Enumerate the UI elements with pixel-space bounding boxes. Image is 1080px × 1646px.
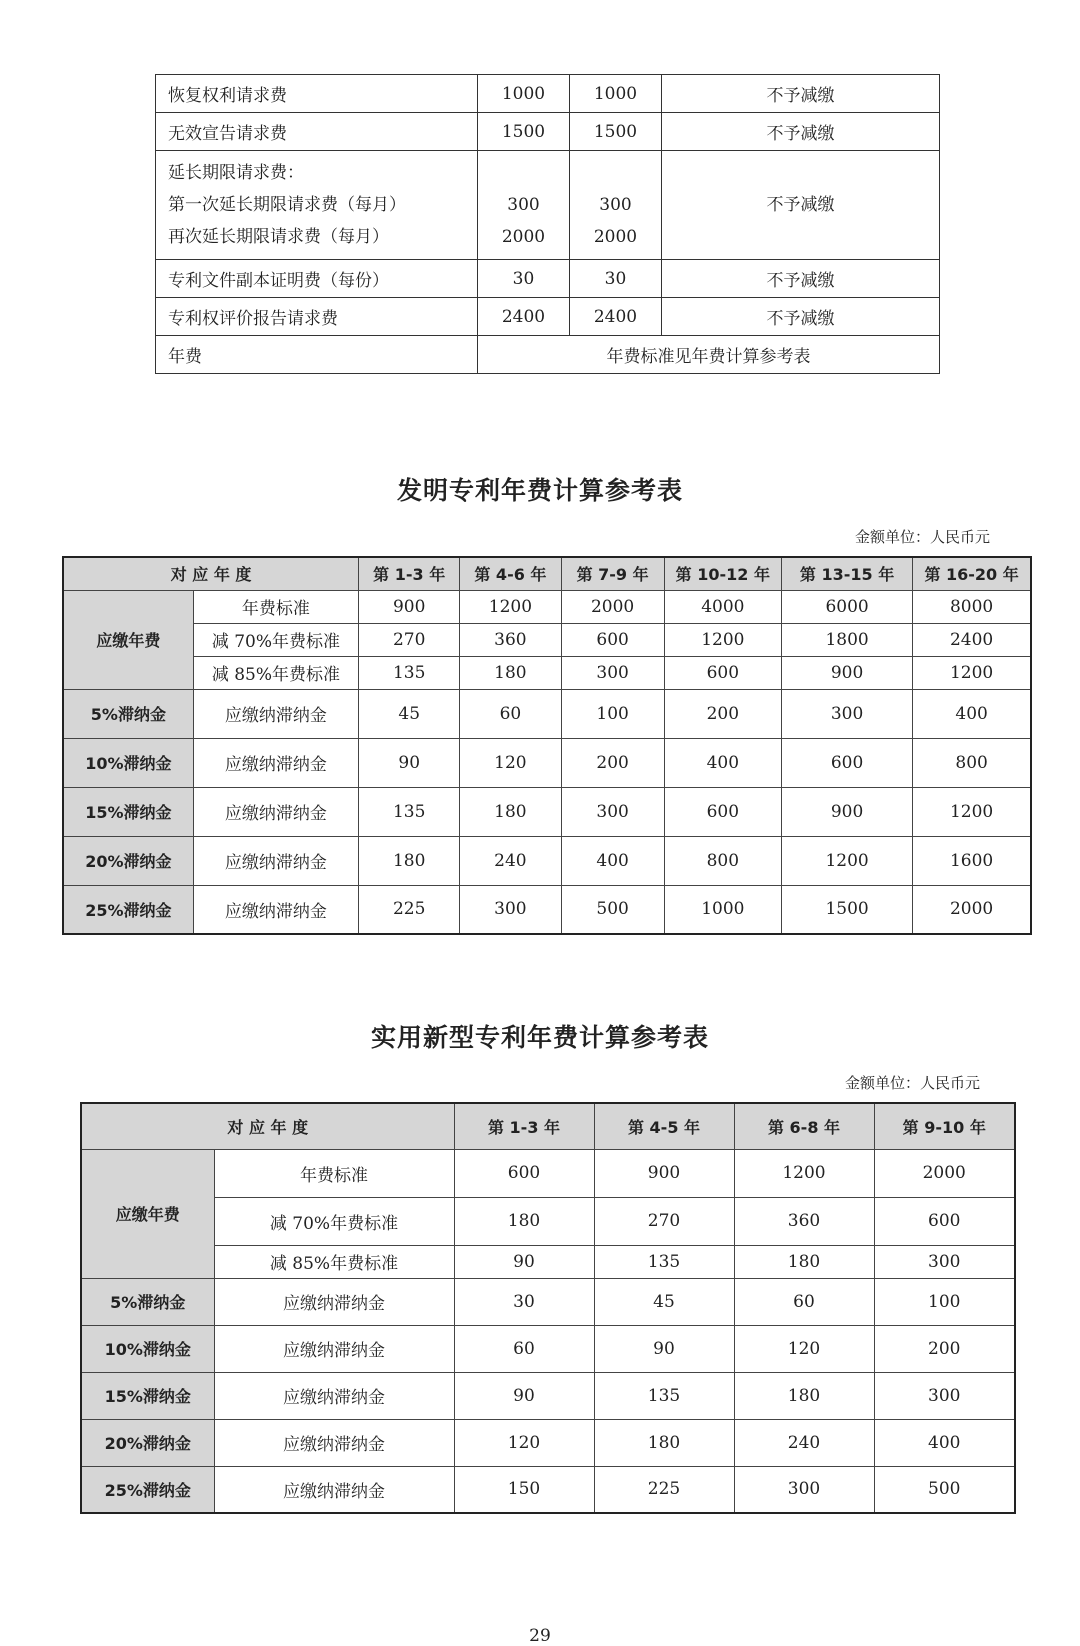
fee-amount-again: 2000 xyxy=(501,227,546,247)
row-label: 应缴纳滞纳金 xyxy=(193,885,358,934)
table-row xyxy=(63,787,1031,836)
table-cell: 270 xyxy=(594,1197,734,1245)
table-cell: 800 xyxy=(664,836,781,885)
fee-item-sub: 第一次延长期限请求费（每月） xyxy=(168,195,406,215)
table-cell: 300 xyxy=(460,885,561,934)
table-cell: 240 xyxy=(734,1419,874,1466)
fee-item-name: 恢复权利请求费 xyxy=(156,75,478,113)
table-cell: 135 xyxy=(359,656,460,689)
table-cell: 1600 xyxy=(913,836,1031,885)
fee-amount-first: 300 xyxy=(507,195,540,215)
table-cell: 500 xyxy=(874,1466,1015,1513)
page-number: 29 xyxy=(529,1626,551,1646)
column-header: 第 9-10 年 xyxy=(874,1103,1015,1149)
table-row xyxy=(81,1278,1015,1325)
table-cell: 400 xyxy=(874,1419,1015,1466)
table-cell: 90 xyxy=(454,1372,594,1419)
table-cell: 1200 xyxy=(664,623,781,656)
fee-amount-again: 2000 xyxy=(593,227,638,247)
table-cell: 45 xyxy=(594,1278,734,1325)
table-cell: 180 xyxy=(454,1197,594,1245)
fee-amount: 1000 xyxy=(478,75,570,113)
row-label: 应缴纳滞纳金 xyxy=(214,1419,454,1466)
table-cell: 8000 xyxy=(913,590,1031,623)
table-cell: 100 xyxy=(561,689,664,738)
column-header: 对 应 年 度 xyxy=(63,557,359,590)
table-row xyxy=(81,1372,1015,1419)
table-row xyxy=(81,1325,1015,1372)
table-cell: 30 xyxy=(454,1278,594,1325)
table-cell: 300 xyxy=(781,689,912,738)
table-cell: 200 xyxy=(561,738,664,787)
fee-table xyxy=(155,74,940,374)
table-cell: 45 xyxy=(359,689,460,738)
row-group-label: 15%滞纳金 xyxy=(63,787,193,836)
table-row xyxy=(63,689,1031,738)
column-header: 第 1-3 年 xyxy=(359,557,460,590)
row-group-label: 10%滞纳金 xyxy=(81,1325,214,1372)
table-row xyxy=(63,623,1031,656)
table-row xyxy=(156,75,940,113)
fee-reduction: 不予减缴 xyxy=(662,260,940,298)
table-cell: 1000 xyxy=(664,885,781,934)
row-group-label: 应缴年费 xyxy=(63,590,193,689)
row-label: 减 70%年费标准 xyxy=(193,623,358,656)
row-group-label: 15%滞纳金 xyxy=(81,1372,214,1419)
fee-reduction: 不予减缴 xyxy=(662,75,940,113)
row-label: 应缴纳滞纳金 xyxy=(193,689,358,738)
row-label: 应缴纳滞纳金 xyxy=(214,1372,454,1419)
table-cell: 300 xyxy=(561,656,664,689)
table-cell: 400 xyxy=(561,836,664,885)
row-label: 减 85%年费标准 xyxy=(214,1245,454,1278)
table-cell: 100 xyxy=(874,1278,1015,1325)
row-label: 应缴纳滞纳金 xyxy=(193,787,358,836)
fee-reduction: 不予减缴 xyxy=(662,113,940,151)
table-cell: 2000 xyxy=(561,590,664,623)
table-cell: 1200 xyxy=(781,836,912,885)
row-label: 年费标准 xyxy=(214,1149,454,1197)
table-cell: 800 xyxy=(913,738,1031,787)
table-cell: 60 xyxy=(460,689,561,738)
table-cell: 180 xyxy=(734,1372,874,1419)
table-cell: 300 xyxy=(874,1372,1015,1419)
table-row xyxy=(63,836,1031,885)
table-cell: 135 xyxy=(594,1245,734,1278)
invention-table-title: 发明专利年费计算参考表 xyxy=(396,476,683,505)
table-row xyxy=(81,1419,1015,1466)
row-group-label: 25%滞纳金 xyxy=(63,885,193,934)
fee-reduction xyxy=(662,151,940,260)
table-cell: 1200 xyxy=(734,1149,874,1197)
table-cell: 270 xyxy=(359,623,460,656)
table-cell: 4000 xyxy=(664,590,781,623)
table-cell: 600 xyxy=(664,656,781,689)
table-cell: 180 xyxy=(594,1419,734,1466)
table-cell: 180 xyxy=(734,1245,874,1278)
utility-table-title: 实用新型专利年费计算参考表 xyxy=(370,1023,709,1052)
table-row xyxy=(156,151,940,260)
row-group-label: 25%滞纳金 xyxy=(81,1466,214,1513)
table-cell: 900 xyxy=(359,590,460,623)
table-cell: 90 xyxy=(359,738,460,787)
table-cell: 360 xyxy=(734,1197,874,1245)
fee-amount: 1500 xyxy=(570,113,662,151)
fee-item-name: 专利权评价报告请求费 xyxy=(156,298,478,336)
table-cell: 1200 xyxy=(460,590,561,623)
column-header: 第 6-8 年 xyxy=(734,1103,874,1149)
row-label: 应缴纳滞纳金 xyxy=(214,1466,454,1513)
fee-amount: 2400 xyxy=(478,298,570,336)
table-cell: 500 xyxy=(561,885,664,934)
table-row xyxy=(63,590,1031,623)
fee-note: 年费标准见年费计算参考表 xyxy=(478,336,940,374)
row-label: 应缴纳滞纳金 xyxy=(214,1278,454,1325)
table-cell: 120 xyxy=(734,1325,874,1372)
row-label: 应缴纳滞纳金 xyxy=(193,738,358,787)
table-cell: 180 xyxy=(359,836,460,885)
column-header: 第 4-6 年 xyxy=(460,557,561,590)
column-header: 第 1-3 年 xyxy=(454,1103,594,1149)
table-cell: 2000 xyxy=(874,1149,1015,1197)
table-cell: 400 xyxy=(664,738,781,787)
table-row xyxy=(81,1149,1015,1197)
row-group-label: 应缴年费 xyxy=(81,1149,214,1278)
column-header: 第 16-20 年 xyxy=(913,557,1031,590)
table-cell: 225 xyxy=(359,885,460,934)
table-cell: 135 xyxy=(594,1372,734,1419)
row-label: 减 85%年费标准 xyxy=(193,656,358,689)
utility-annual-fee-table xyxy=(80,1102,1016,1514)
table-cell: 2000 xyxy=(913,885,1031,934)
table-row xyxy=(63,885,1031,934)
fee-amount: 30 xyxy=(570,260,662,298)
table-row xyxy=(81,1245,1015,1278)
table-row xyxy=(63,738,1031,787)
table-cell: 600 xyxy=(664,787,781,836)
row-label: 减 70%年费标准 xyxy=(214,1197,454,1245)
table-cell: 400 xyxy=(913,689,1031,738)
table-cell: 600 xyxy=(454,1149,594,1197)
fee-amount: 1000 xyxy=(570,75,662,113)
table-row xyxy=(63,656,1031,689)
column-header: 第 7-9 年 xyxy=(561,557,664,590)
row-label: 年费标准 xyxy=(193,590,358,623)
table-cell: 900 xyxy=(781,656,912,689)
table-cell: 360 xyxy=(460,623,561,656)
row-group-label: 20%滞纳金 xyxy=(81,1419,214,1466)
table-row xyxy=(156,298,940,336)
fee-item-name: 无效宣告请求费 xyxy=(156,113,478,151)
invention-unit-note: 金额单位：人民币元 xyxy=(854,528,990,546)
fee-item-name xyxy=(156,151,478,260)
row-label: 应缴纳滞纳金 xyxy=(193,836,358,885)
table-cell: 60 xyxy=(454,1325,594,1372)
table-header-row xyxy=(81,1103,1015,1149)
table-row xyxy=(81,1197,1015,1245)
table-cell: 180 xyxy=(460,787,561,836)
table-cell: 135 xyxy=(359,787,460,836)
fee-amount xyxy=(478,151,570,260)
table-cell: 300 xyxy=(561,787,664,836)
fee-item-heading: 延长期限请求费： xyxy=(168,163,304,183)
table-cell: 90 xyxy=(454,1245,594,1278)
fee-reduction: 不予减缴 xyxy=(662,298,940,336)
fee-item-name: 专利文件副本证明费（每份） xyxy=(156,260,478,298)
row-group-label: 20%滞纳金 xyxy=(63,836,193,885)
fee-item-sub: 再次延长期限请求费（每月） xyxy=(168,227,389,247)
table-cell: 120 xyxy=(460,738,561,787)
fee-item-name: 年费 xyxy=(156,336,478,374)
table-row xyxy=(81,1466,1015,1513)
table-cell: 240 xyxy=(460,836,561,885)
table-cell: 120 xyxy=(454,1419,594,1466)
row-group-label: 5%滞纳金 xyxy=(81,1278,214,1325)
table-cell: 1200 xyxy=(913,656,1031,689)
fee-amount: 1500 xyxy=(478,113,570,151)
table-row xyxy=(156,336,940,374)
fee-amount: 30 xyxy=(478,260,570,298)
fee-amount: 2400 xyxy=(570,298,662,336)
table-row xyxy=(156,260,940,298)
table-cell: 90 xyxy=(594,1325,734,1372)
table-cell: 200 xyxy=(874,1325,1015,1372)
table-row xyxy=(156,113,940,151)
column-header: 第 13-15 年 xyxy=(781,557,912,590)
fee-amount xyxy=(570,151,662,260)
row-group-label: 10%滞纳金 xyxy=(63,738,193,787)
fee-reduction-text: 不予减缴 xyxy=(766,195,835,215)
table-cell: 225 xyxy=(594,1466,734,1513)
row-group-label: 5%滞纳金 xyxy=(63,689,193,738)
invention-annual-fee-table xyxy=(62,556,1032,935)
table-cell: 600 xyxy=(874,1197,1015,1245)
table-cell: 300 xyxy=(874,1245,1015,1278)
column-header: 第 4-5 年 xyxy=(594,1103,734,1149)
table-cell: 6000 xyxy=(781,590,912,623)
table-cell: 300 xyxy=(734,1466,874,1513)
table-cell: 60 xyxy=(734,1278,874,1325)
column-header: 第 10-12 年 xyxy=(664,557,781,590)
fee-amount-first: 300 xyxy=(599,195,632,215)
table-cell: 180 xyxy=(460,656,561,689)
table-header-row xyxy=(63,557,1031,590)
table-cell: 900 xyxy=(781,787,912,836)
row-label: 应缴纳滞纳金 xyxy=(214,1325,454,1372)
table-cell: 200 xyxy=(664,689,781,738)
table-cell: 600 xyxy=(781,738,912,787)
utility-unit-note: 金额单位：人民币元 xyxy=(844,1074,980,1092)
table-cell: 600 xyxy=(561,623,664,656)
table-cell: 150 xyxy=(454,1466,594,1513)
table-cell: 1200 xyxy=(913,787,1031,836)
table-cell: 2400 xyxy=(913,623,1031,656)
column-header: 对 应 年 度 xyxy=(81,1103,454,1149)
table-cell: 1500 xyxy=(781,885,912,934)
table-cell: 1800 xyxy=(781,623,912,656)
table-cell: 900 xyxy=(594,1149,734,1197)
